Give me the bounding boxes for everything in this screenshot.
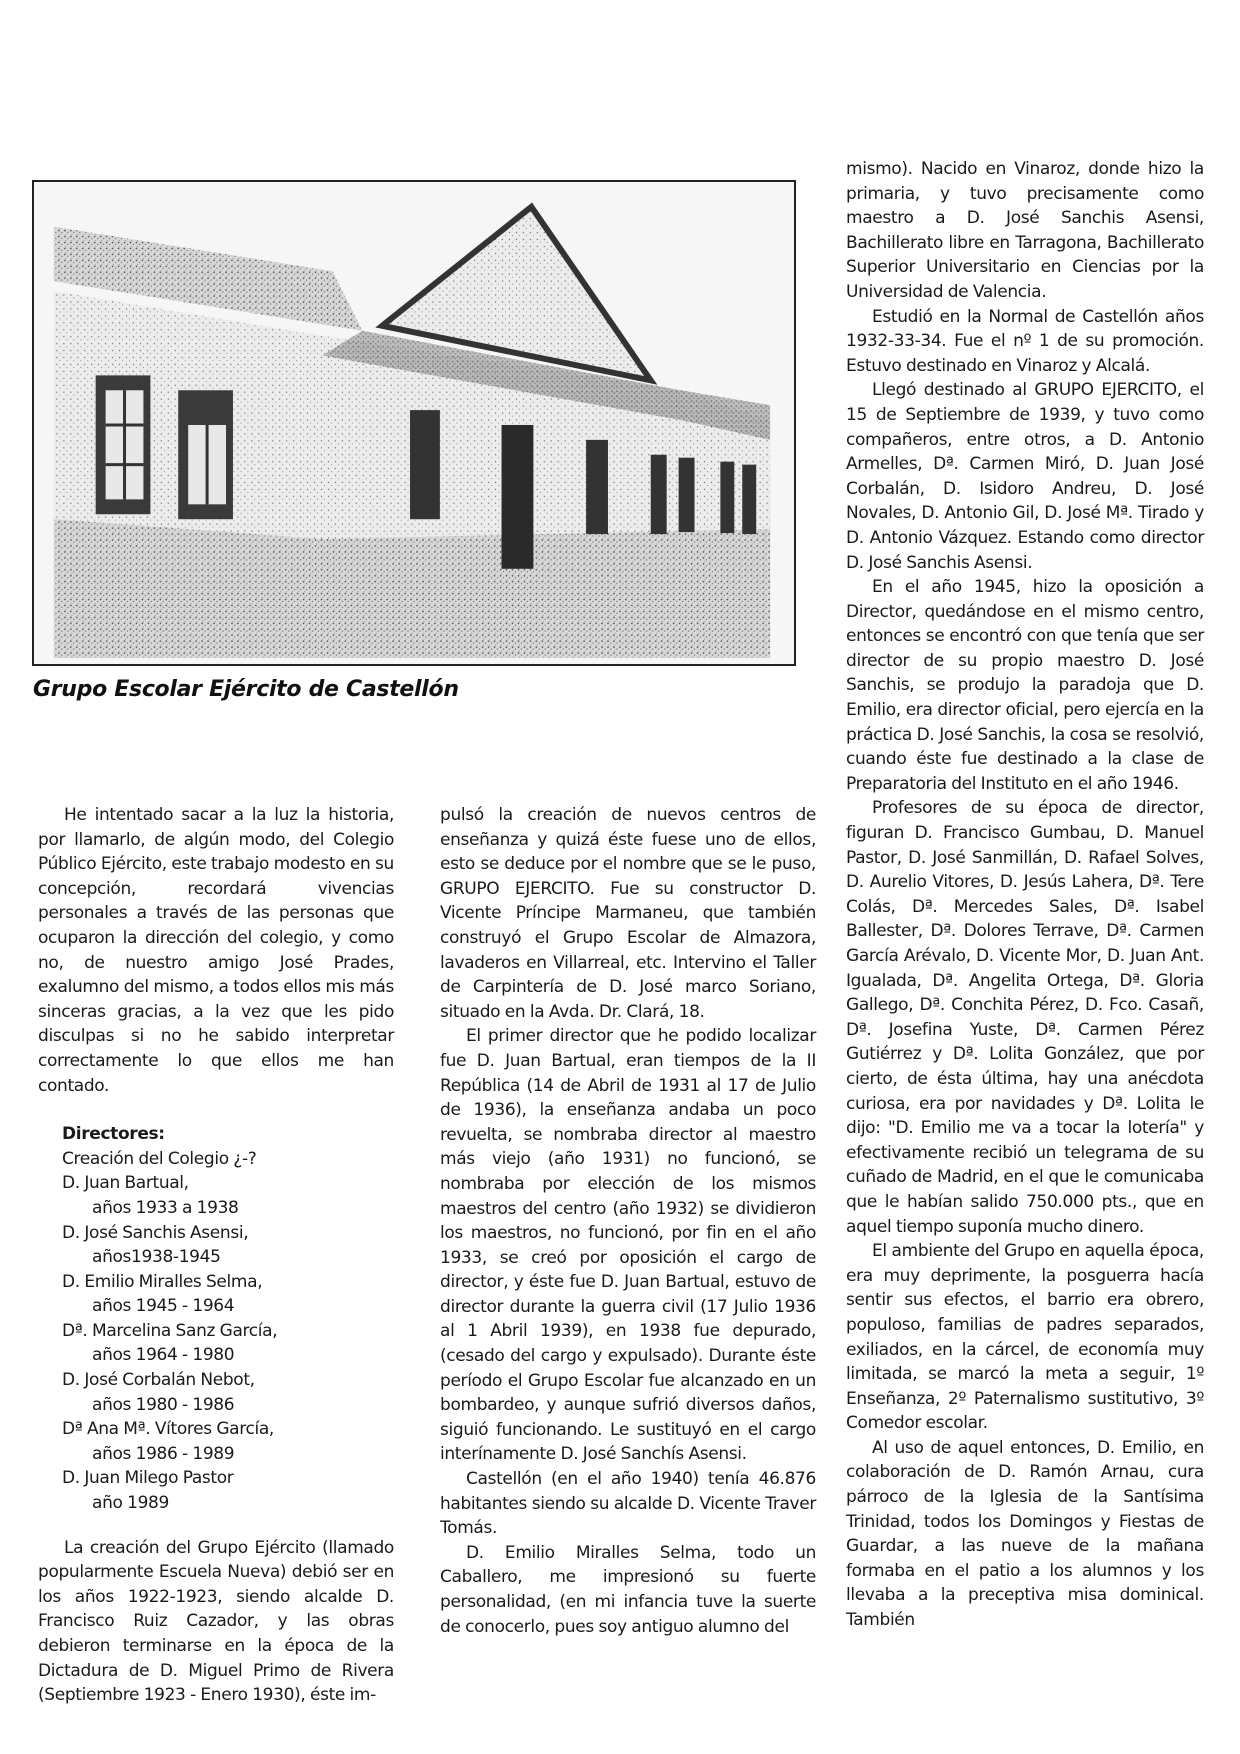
paragraph: Al uso de aquel entonces, D. Emilio, en colaboración de D. Ramón Arnau, cura párroco de la Iglesia de la Santísima Trinidad, todos los Domingos y Fiestas de Guardar, a las nueve de la mañana formaba en el patio a los alumnos y los llevaba a la preceptiva misa dominical. También — [846, 1437, 1204, 1631]
article-column-right — [846, 157, 1204, 1633]
paragraph: El primer director que he podido localizar fue D. Juan Bartual, eran tiempos de la II República (14 de Abril de 1931 al 17 de Julio de 1936), la enseñanza andaba un poco revuelta, se nombraba director al maestro más viejo (año 1931) no funcionó, se nombraba por elección de los mismos maestros del centro (año 1932) se dividieron los maestros, no funcionó, por fin en el año 1933, se creó por oposición el cargo de director, y éste fue D. Juan Bartual, estuvo de director durante la guerra civil (17 Julio 1936 al 1 Abril 1939), en 1938 fue depurado, (cesado del cargo y expulsado). Durante éste período el Grupo Escolar fue alcanzado en un bombardeo, y aunque sufrió diversos daños, siguió funcionando. Le sustituyó en el cargo interínamente D. José Sanchís Asensi. — [440, 1026, 816, 1465]
director-years: años 1986 - 1989 — [92, 1443, 235, 1464]
paragraph: mismo). Nacido en Vinaroz, donde hizo la primaria, y tuvo precisamente como maestro a D. José Sanchis Asensi, Bachillerato libre en Tarragona, Bachillerato Superior Universitario en Ciencias por la Universidad de Valencia. — [846, 159, 1204, 302]
director-years: años 1933 a 1938 — [92, 1197, 239, 1218]
director-name: D. Juan Milego Pastor — [62, 1468, 234, 1489]
paragraph: En el año 1945, hizo la oposición a Director, quedándose en el mismo centro, entonces se encontró con que tenía que ser director de su propio maestro D. José Sanchis, se produjo la paradoja que D. Emilio, era director oficial, pero ejercía en la práctica D. José Sanchis, la cosa se resolvió, cuando éste fue destinado a la clase de Preparatoria del Instituto en el año 1946. — [846, 577, 1204, 794]
article-column-middle — [440, 803, 816, 1639]
director-years: años 1964 - 1980 — [92, 1345, 235, 1366]
director-name: D. José Corbalán Nebot, — [62, 1370, 255, 1391]
intro-paragraph: He intentado sacar a la luz la historia, por llamarlo, de algún modo, del Colegio Público Ejército, este trabajo modesto en su concepción, recordará vivencias personales a través de las personas que ocuparon la dirección del colegio, y como no, de nuestro amigo José Prades, exalumno del mismo, a todos ellos mis más sinceras gracias, a la vez que les pido disculpas si no he sabido interpretar correctamente lo que ellos me han contado. — [38, 805, 394, 1096]
building-illustration — [34, 182, 794, 664]
director-years: años 1980 - 1986 — [92, 1394, 235, 1415]
paragraph: Llegó destinado al GRUPO EJERCITO, el 15 de Septiembre de 1939, y tuvo como compañeros, entre otros, a D. Antonio Armelles, Dª. Carmen Miró, D. Juan José Corbalán, D. Isidoro Andreu, D. José Novales, D. Antonio Gil, D. José Mª. Tirado y D. Antonio Vázquez. Estando como director D. José Sanchis Asensi. — [846, 380, 1204, 573]
paragraph: pulsó la creación de nuevos centros de enseñanza y quizá éste fuese uno de ellos, esto se deduce por el nombre que se le puso, GRUPO EJERCITO. Fue su constructor D. Vicente Príncipe Marmaneu, que también construyó el Grupo Escolar de Almazora, lavaderos en Villarreal, etc. Intervino el Taller de Carpintería de D. José marco Soriano, situado en la Avda. Dr. Clará, 18. — [440, 805, 816, 1022]
paragraph: D. Emilio Miralles Selma, todo un Caballero, me impresionó su fuerte personalidad, (en mi infancia tuve la suerte de conocerlo, pues soy antiguo alumno del — [440, 1542, 816, 1637]
director-name: D. Emilio Miralles Selma, — [62, 1271, 263, 1292]
director-years: años1938-1945 — [92, 1247, 221, 1268]
paragraph: Castellón (en el año 1940) tenía 46.876 habitantes siendo su alcalde D. Vicente Traver Tomás. — [440, 1469, 816, 1539]
director-name: D. José Sanchis Asensi, — [62, 1222, 249, 1243]
creation-line: Creación del Colegio ¿-? — [62, 1148, 257, 1169]
paragraph: El ambiente del Grupo en aquella época, era muy deprimente, la posguerra hacía sentir sus efectos, el barrio era obrero, populoso, familias de padres separados, exiliados, en la cárcel, de economía muy limitada, se marcó la meta a seguir, 1º Enseñanza, 2º Paternalismo sustitutivo, 3º Comedor escolar. — [846, 1241, 1204, 1434]
photo-caption: Grupo Escolar Ejército de Castellón — [33, 677, 459, 702]
article-column-left — [38, 803, 394, 1708]
director-name: D. Juan Bartual, — [62, 1173, 189, 1194]
creation-paragraph: La creación del Grupo Ejército (llamado popularmente Escuela Nueva) debió ser en los años 1922-1923, siendo alcalde D. Francisco Ruiz Cazador, y las obras debieron terminarse en la época de la Dictadura de D. Miguel Primo de Rivera (Septiembre 1923 - Enero 1930), éste im- — [38, 1537, 394, 1706]
director-name: Dª Ana Mª. Vítores García, — [62, 1419, 274, 1440]
directors-heading: Directores: — [62, 1124, 165, 1145]
director-name: Dª. Marcelina Sanz García, — [62, 1320, 278, 1341]
paragraph: Estudió en la Normal de Castellón años 1932-33-34. Fue el nº 1 de su promoción. Estuvo destinado en Vinaroz y Alcalá. — [846, 306, 1204, 376]
paragraph: Profesores de su época de director, figuran D. Francisco Gumbau, D. Manuel Pastor, D. José Sanmillán, D. Rafael Solves, D. Aurelio Vitores, D. Jesús Lahera, Dª. Tere Colás, Dª. Mercedes Sales, Dª. Isabel Ballester, Dª. Dolores Terrave, Dª. Carmen García Arévalo, D. Vicente Mor, D. Juan Ant. Igualada, Dª. Angelita Ortega, Dª. Gloria Gallego, Dª. Conchita Pérez, D. Fco. Casañ, Dª. Josefina Yuste, Dª. Carmen Pérez Gutiérrez y Dª. Lolita González, que por cierto, de ésta última, hay una anécdota curiosa, era por navidades y Dª. Lolita le dijo: "D. Emilio me va a tocar la lotería" y efectivamente recibió un telegrama de su cuñado de Madrid, en el que le comunicaba que le habían salido 750.000 pts., que en aquel tiempo suponía mucho dinero. — [846, 798, 1204, 1237]
director-years: años 1945 - 1964 — [92, 1296, 235, 1317]
school-building-photo — [32, 180, 796, 666]
directors-list — [62, 1122, 394, 1516]
director-years: año 1989 — [92, 1493, 169, 1514]
